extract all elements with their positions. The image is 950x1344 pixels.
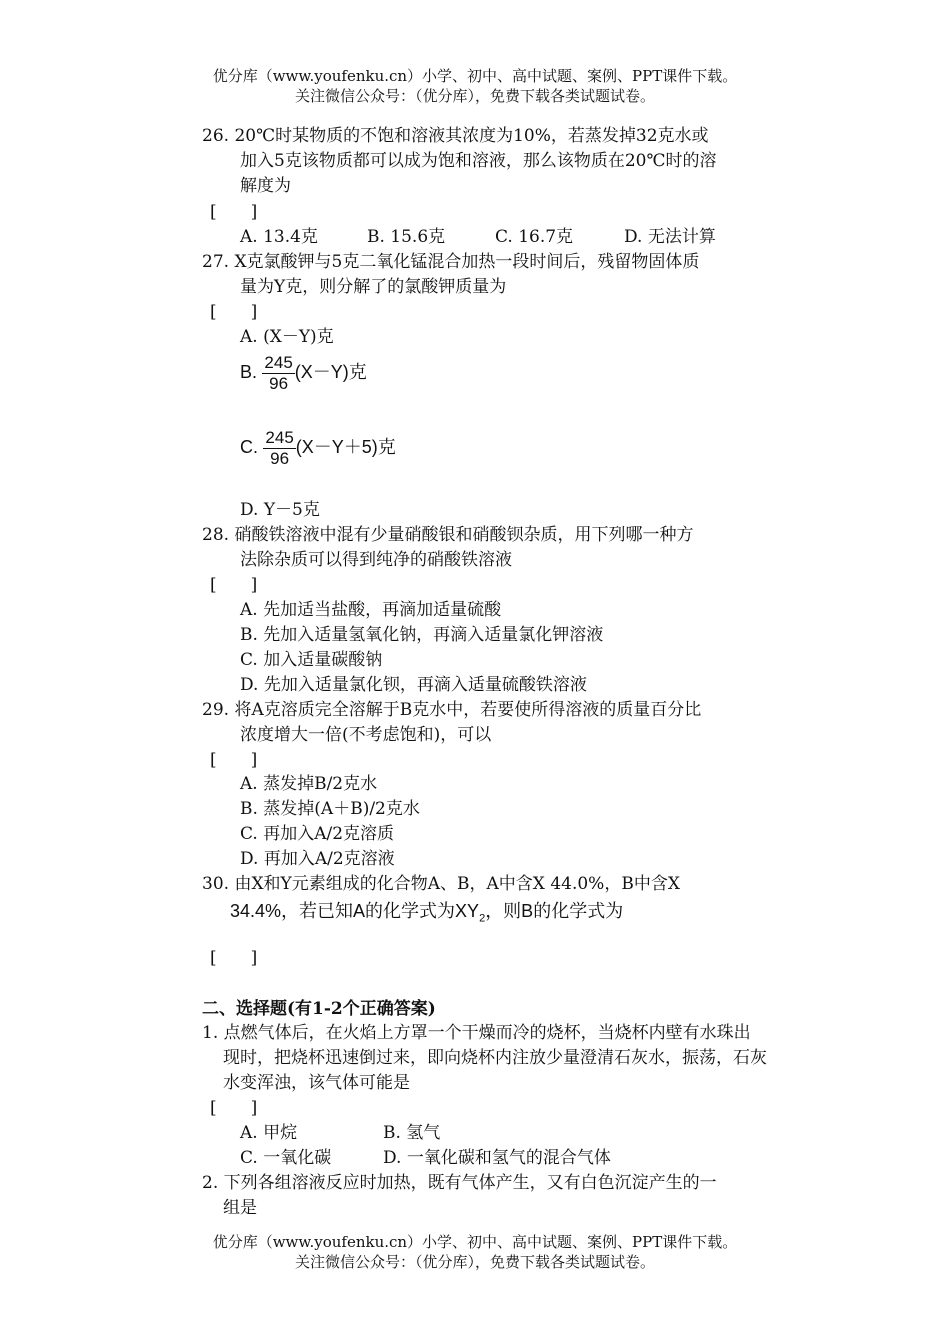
q30-answer-bracket: [ ] [210,948,258,968]
q30-line-2-sub: 2 [479,912,486,925]
q28-option-d: D. 先加入适量氯化钡，再滴入适量硫酸铁溶液 [240,675,587,695]
q27-option-b-expression: (X－Y)克 [294,362,367,382]
q29-option-b: B. 蒸发掉(A＋B)/2克水 [240,799,420,819]
q26-option-c: C. 16.7克 [495,227,574,247]
q30-line-2 [230,899,623,931]
q29-option-a: A. 蒸发掉B/2克水 [240,774,378,794]
s2-q1-option-a: A. 甲烷 [240,1123,298,1143]
q30-line-1: 30. 由X和Y元素组成的化合物A、B，A中含X 44.0%，B中含X [202,874,680,894]
q27-option-b-fraction [262,353,294,394]
q28-option-c: C. 加入适量碳酸钠 [240,650,383,670]
s2-q1-line-2: 现时，把烧杯迅速倒过来，即向烧杯内注放少量澄清石灰水，振荡，石灰 [223,1048,767,1068]
q27-line-2: 量为Y克，则分解了的氯酸钾质量为 [240,277,507,297]
q27-option-c-expression: (X－Y＋5)克 [295,437,396,457]
q30-line-2-post: ，则B的化学式为 [485,901,624,921]
q26-line-1: 26. 20℃时某物质的不饱和溶液其浓度为10%，若蒸发掉32克水或 [202,126,709,146]
s2-q1-line-3: 水变浑浊，该气体可能是 [223,1073,410,1093]
s2-q2-line-1: 2. 下列各组溶液反应时加热，既有气体产生，又有白色沉淀产生的一 [202,1173,717,1193]
header-line-1: 优分库（www.youfenku.cn）小学、初中、高中试题、案例、PPT课件下载。 [212,67,738,85]
q29-option-d: D. 再加入A/2克溶液 [240,849,395,869]
section-2-title: 二、选择题(有1-2个正确答案) [202,999,436,1019]
s2-q1-option-c: C. 一氧化碳 [240,1148,332,1168]
q27-option-d: D. Y－5克 [240,500,320,520]
q27-answer-bracket: [ ] [210,302,258,322]
q26-line-2: 加入5克该物质都可以成为饱和溶液，那么该物质在20℃时的溶 [240,151,717,171]
s2-q1-option-d: D. 一氧化碳和氢气的混合气体 [383,1148,611,1168]
s2-q1-option-b: B. 氢气 [383,1123,441,1143]
q27-option-a: A. (X－Y)克 [240,327,334,347]
q27-option-b-numerator: 245 [264,353,293,372]
q26-answer-bracket: [ ] [210,202,258,222]
q27-option-b-prefix: B. [240,362,258,382]
q28-line-1: 28. 硝酸铁溶液中混有少量硝酸银和硝酸钡杂质，用下列哪一种方 [202,525,694,545]
q28-option-b: B. 先加入适量氢氧化钠，再滴入适量氯化钾溶液 [240,625,604,645]
q30-line-2-pre: 34.4%，若已知A的化学式为XY [230,901,480,921]
q27-option-c [240,425,396,470]
q27-line-1: 27. X克氯酸钾与5克二氧化锰混合加热一段时间后，残留物固体质 [202,252,700,272]
q27-option-b-denominator: 96 [269,374,289,393]
q27-option-c-denominator: 96 [270,449,290,468]
q27-option-c-prefix: C. [240,437,258,457]
footer-line-2: 关注微信公众号：（优分库），免费下载各类试题试卷。 [294,1253,655,1271]
header-line-2: 关注微信公众号：（优分库），免费下载各类试题试卷。 [294,87,655,105]
q29-line-1: 29. 将A克溶质完全溶解于B克水中，若要使所得溶液的质量百分比 [202,700,702,720]
q26-line-3: 解度为 [240,176,291,196]
s2-q2-line-2: 组是 [223,1198,257,1218]
q27-option-c-numerator: 245 [265,428,294,447]
s2-q1-line-1: 1. 点燃气体后，在火焰上方罩一个干燥而冷的烧杯，当烧杯内壁有水珠出 [202,1023,751,1043]
q28-line-2: 法除杂质可以得到纯净的硝酸铁溶液 [240,550,512,570]
q28-option-a: A. 先加适当盐酸，再滴加适量硫酸 [240,600,502,620]
q27-option-b [240,350,367,395]
q26-option-d: D. 无法计算 [624,227,716,247]
q27-option-c-fraction [263,428,295,469]
q26-option-b: B. 15.6克 [367,227,446,247]
q29-option-c: C. 再加入A/2克溶质 [240,824,395,844]
footer-line-1: 优分库（www.youfenku.cn）小学、初中、高中试题、案例、PPT课件下载。 [212,1233,738,1251]
q29-line-2: 浓度增大一倍(不考虑饱和)，可以 [240,725,492,745]
s2-q1-answer-bracket: [ ] [210,1098,258,1118]
q28-answer-bracket: [ ] [210,575,258,595]
q26-option-a: A. 13.4克 [240,227,318,247]
q29-answer-bracket: [ ] [210,750,258,770]
